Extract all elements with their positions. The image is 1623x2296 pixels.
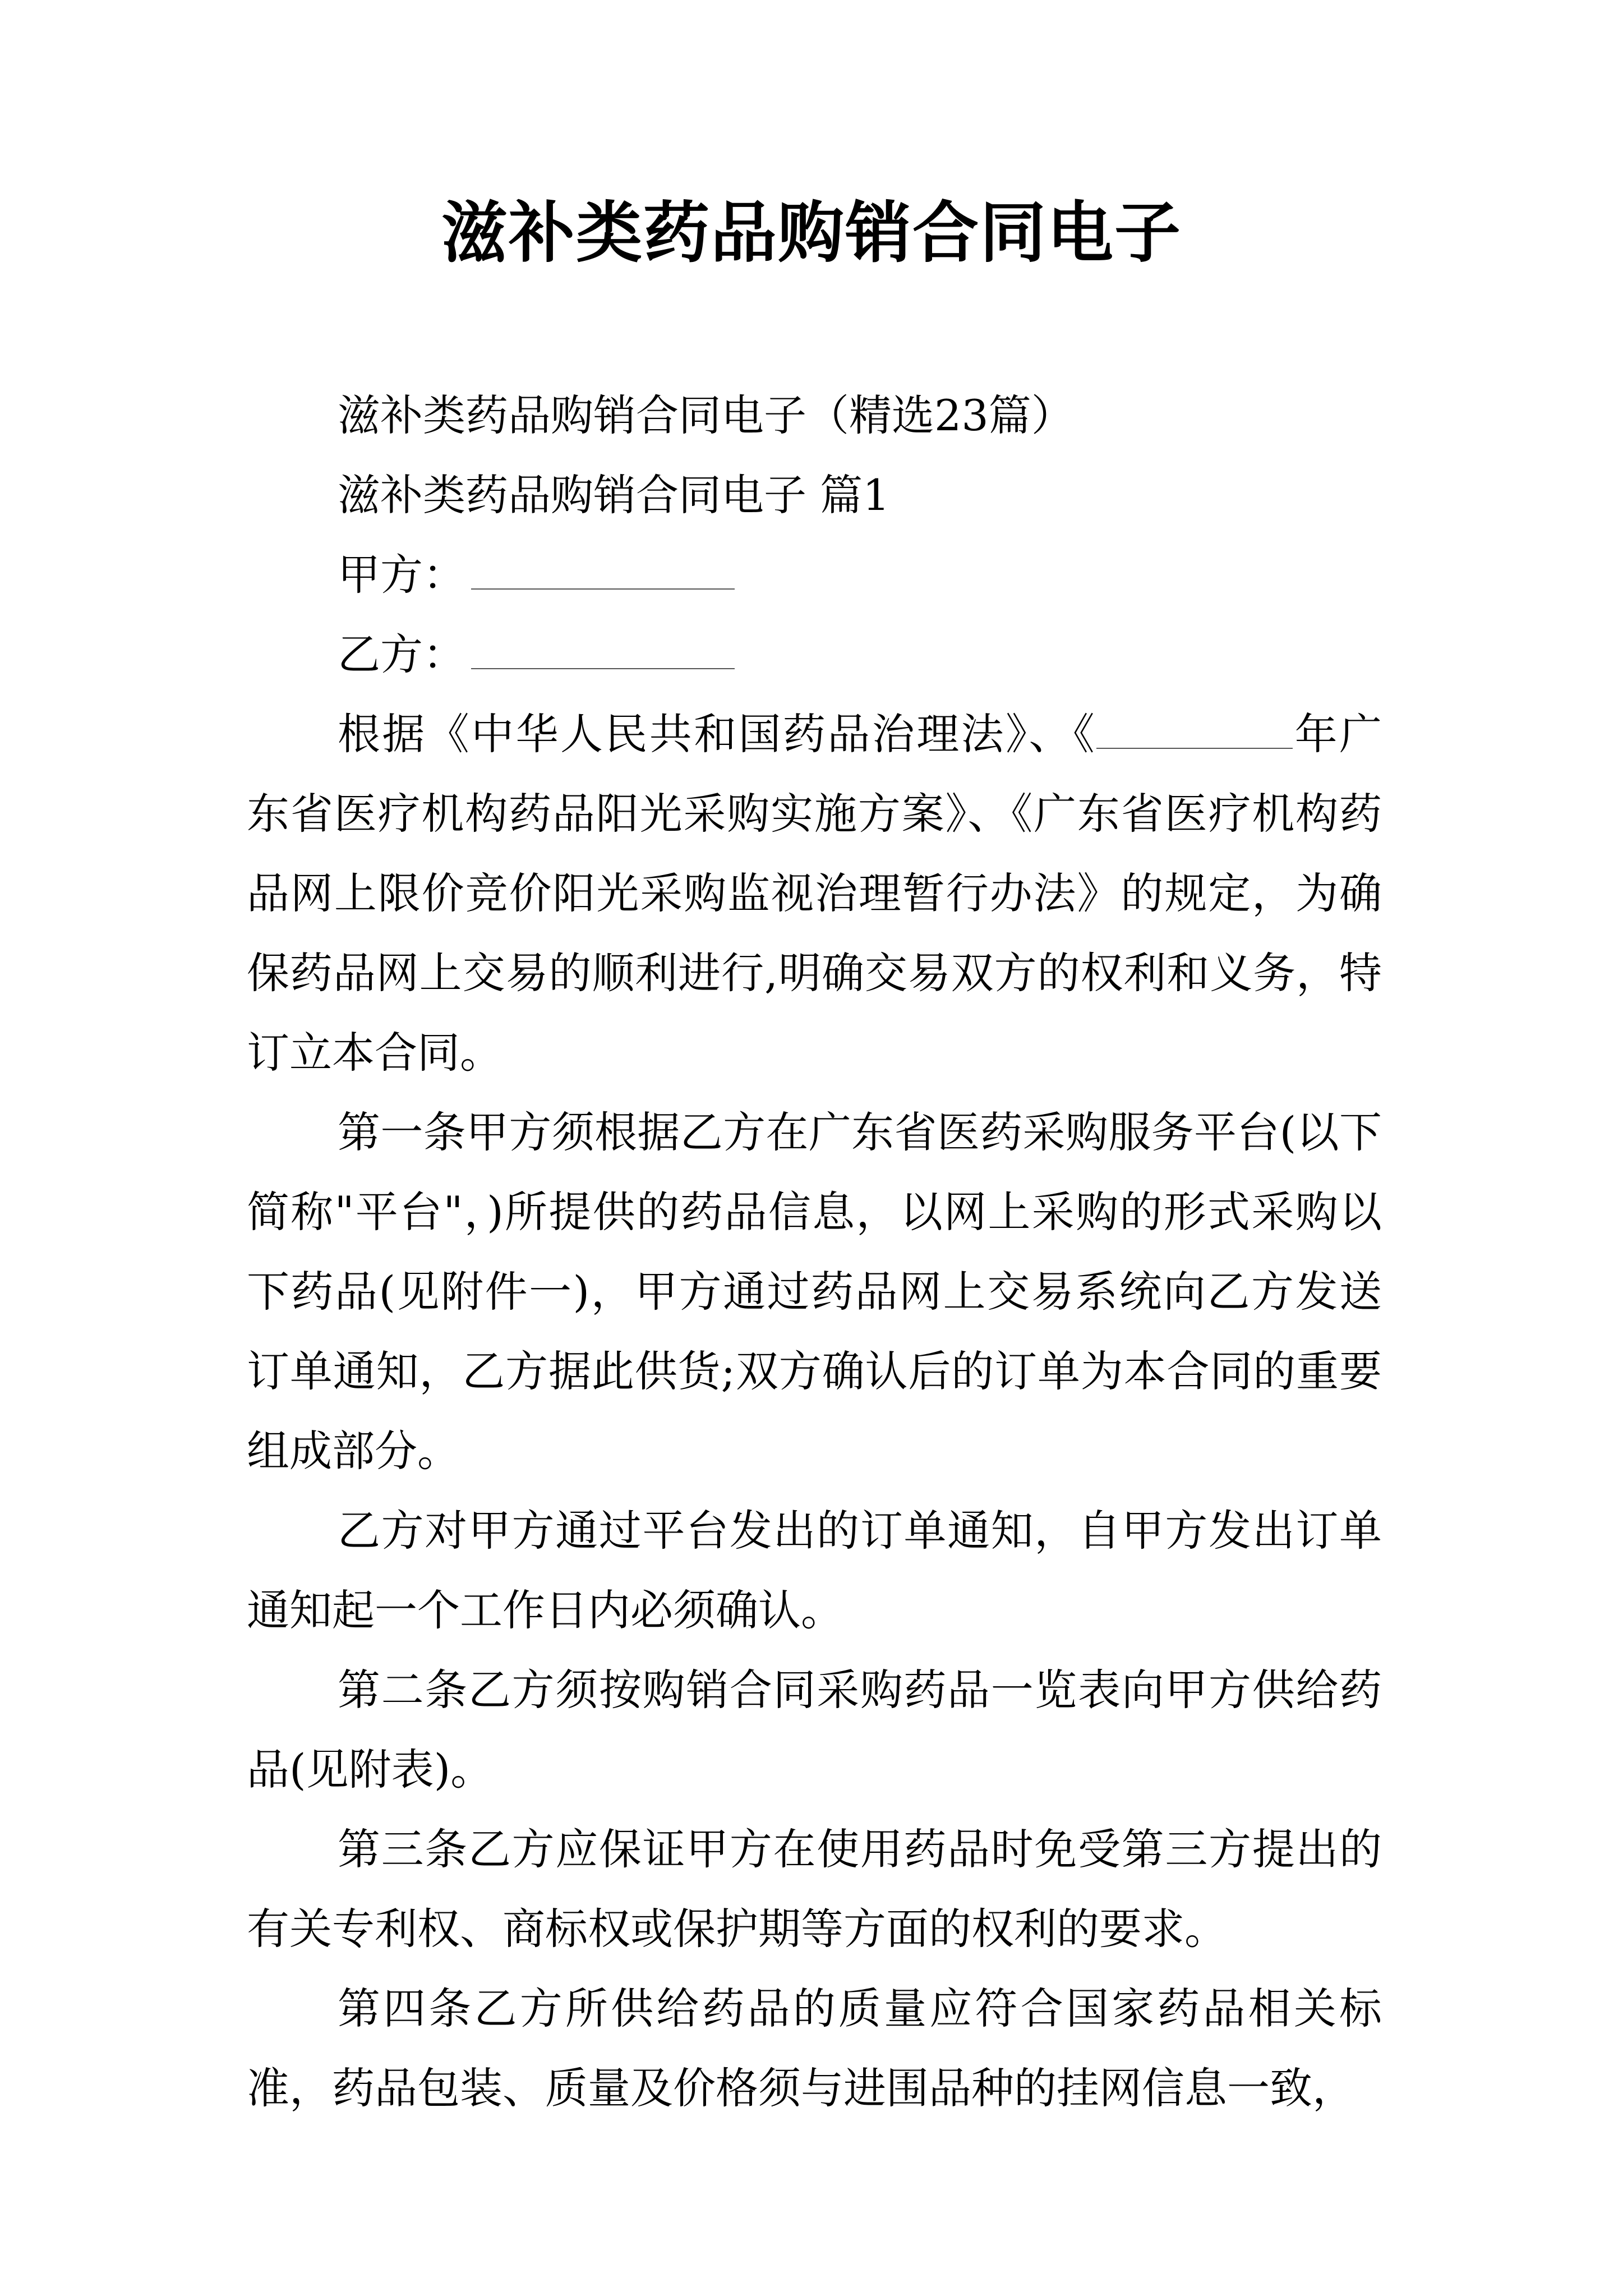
- preamble-part2: 年广东省医疗机构药品阳光采购实施方案》、《广东省医疗机构药品网上限价竞价阳光采购监视治理暂行办法》的规定，为确保药品网上交易的顺利进行,明确交易双方的权利和义务，特订立本合同。: [247, 709, 1382, 1078]
- article-3-paragraph: 第三条乙方应保证甲方在使用药品时免受第三方提出的有关专利权、商标权或保护期等方面的权利的要求。: [247, 1824, 1382, 1954]
- preamble-paragraph: [247, 694, 1382, 1093]
- year-blank: [1096, 705, 1293, 749]
- party-a-label: 甲方：: [338, 550, 465, 600]
- section-heading: 滋补类药品购销合同电子 篇1: [338, 470, 890, 520]
- party-b-blank: [471, 625, 735, 669]
- party-a-line: [247, 535, 1382, 615]
- document-body: [247, 376, 1382, 2128]
- preamble-part1: 根据《中华人民共和国药品治理法》、《: [338, 709, 1097, 759]
- party-b-label: 乙方：: [338, 629, 465, 679]
- party-a-blank: [471, 546, 735, 590]
- article-1-confirm-paragraph: 乙方对甲方通过平台发出的订单通知，自甲方发出订单通知起一个工作日内必须确认。: [247, 1506, 1382, 1635]
- document-title: 滋补类药品购销合同电子: [441, 194, 1182, 272]
- article-1-paragraph: 第一条甲方须根据乙方在广东省医药采购服务平台(以下简称"平台"，)所提供的药品信息，以网上采购的形式采购以下药品(见附件一)，甲方通过药品网上交易系统向乙方发送订单通知，乙方据此供货;双方确认后的订单为本合同的重要组成部分。: [247, 1107, 1382, 1476]
- subtitle: 滋补类药品购销合同电子（精选23篇）: [338, 390, 1074, 440]
- party-b-line: [247, 615, 1382, 694]
- article-2-paragraph: 第二条乙方须按购销合同采购药品一览表向甲方供给药品(见附表)。: [247, 1665, 1382, 1795]
- article-4-paragraph: 第四条乙方所供给药品的质量应符合国家药品相关标准，药品包装、质量及价格须与进围品种的挂网信息一致，: [247, 1984, 1382, 2113]
